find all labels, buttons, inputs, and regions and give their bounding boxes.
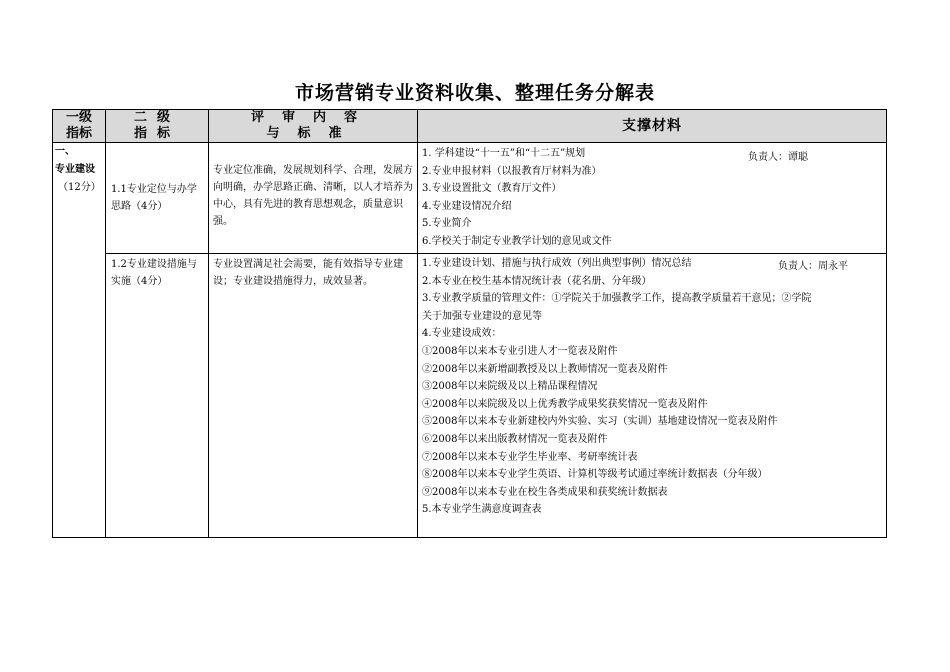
list-item: 4.专业建设成效： [422,328,502,340]
list-item: 2.本专业在校生基本情况统计表（花名册、分年级） [422,275,652,287]
header-standard-line2: 与标准 [266,126,360,141]
header-level2-line1: 二级 [133,110,180,125]
table-divider-col3 [417,143,418,538]
responsible-person: 负责人：谭聪 [748,152,808,163]
list-item: ⑥2008年以来出版教材情况一览表及附件 [422,433,608,445]
list-item: ①2008年以来本专业引进人才一览表及附件 [422,345,618,357]
header-level1-line1: 一级 [65,110,92,125]
responsible-person: 负责人：周永平 [778,261,848,272]
list-item: 3.专业教学质量的管理文件：①学院关于加强教学工作，提高教学质量若干意见；②学院 [422,293,812,305]
materials-list [422,255,882,519]
header-level1 [52,109,106,143]
level2-item: 1.2专业建设措施与实施（4分） [111,259,197,287]
header-standard [208,109,418,143]
list-item: 6.学校关于制定专业教学计划的意见或文件 [422,235,612,247]
table-divider-col2 [208,143,209,538]
header-standard-line1: 评审内容 [250,110,375,125]
list-item: 1.专业建设计划、措施与执行成效（列出典型事例）情况总结 [422,258,692,269]
page-title: 市场营销专业资料收集、整理任务分解表 [294,82,655,104]
header-materials-label: 支撑材料 [622,118,682,134]
list-item: ⑨2008年以来本专业在校生各类成果和获奖统计数据表 [422,486,668,498]
level1-number: 一、 [55,146,75,157]
standard-text: 专业设置满足社会需要，能有效指导专业建设；专业建设措施得力，成效显著。 [213,259,403,287]
materials-list [422,145,882,251]
list-item: ⑦2008年以来本专业学生毕业率、考研率统计表 [422,451,638,463]
header-level2-line2: 指标 [133,126,180,141]
standard-text: 专业定位准确，发展规划科学、合理，发展方向明确，办学思路正确、清晰，以人才培养为中心，具有先进的教育思想观念，质量意识强。 [213,165,413,227]
list-item: 5.专业简介 [422,218,472,230]
level1-name: 专业建设 [55,164,95,175]
list-item: ④2008年以来院级及以上优秀教学成果奖获奖情况一览表及附件 [422,398,708,410]
header-level1-line2: 指标 [65,126,92,141]
table-border-left [52,143,53,538]
table-divider-col1 [105,143,106,538]
list-item: 1. 学科建设“十一五”和“十二五”规划 [422,148,586,159]
level1-score: （12分） [58,182,101,193]
list-item: 5.本专业学生满意度调查表 [422,504,542,516]
table-border-bottom [105,537,887,538]
list-item: 2.专业申报材料（以报教育厅材料为准） [422,165,602,177]
list-item: 4.专业建设情况介绍 [422,200,512,212]
level2-item: 1.1专业定位与办学思路（4分） [111,184,197,212]
list-item: ⑤2008年以来本专业新建校内外实验、实习（实训）基地建设情况一览表及附件 [422,416,778,428]
header-level2 [105,109,209,143]
table-border-bottom-col1 [52,537,106,538]
list-item: ②2008年以来新增副教授及以上教师情况一览表及附件 [422,363,668,375]
header-materials [417,109,887,143]
list-item: ⑧2008年以来本专业学生英语、计算机等级考试通过率统计数据表（分年级） [422,469,768,481]
list-item: ③2008年以来院级及以上精品课程情况 [422,381,598,393]
table-border-right [886,143,887,538]
list-item: 3.专业设置批文（教育厅文件） [422,183,562,195]
row-divider [105,253,887,254]
list-item: 关于加强专业建设的意见等 [422,310,542,322]
